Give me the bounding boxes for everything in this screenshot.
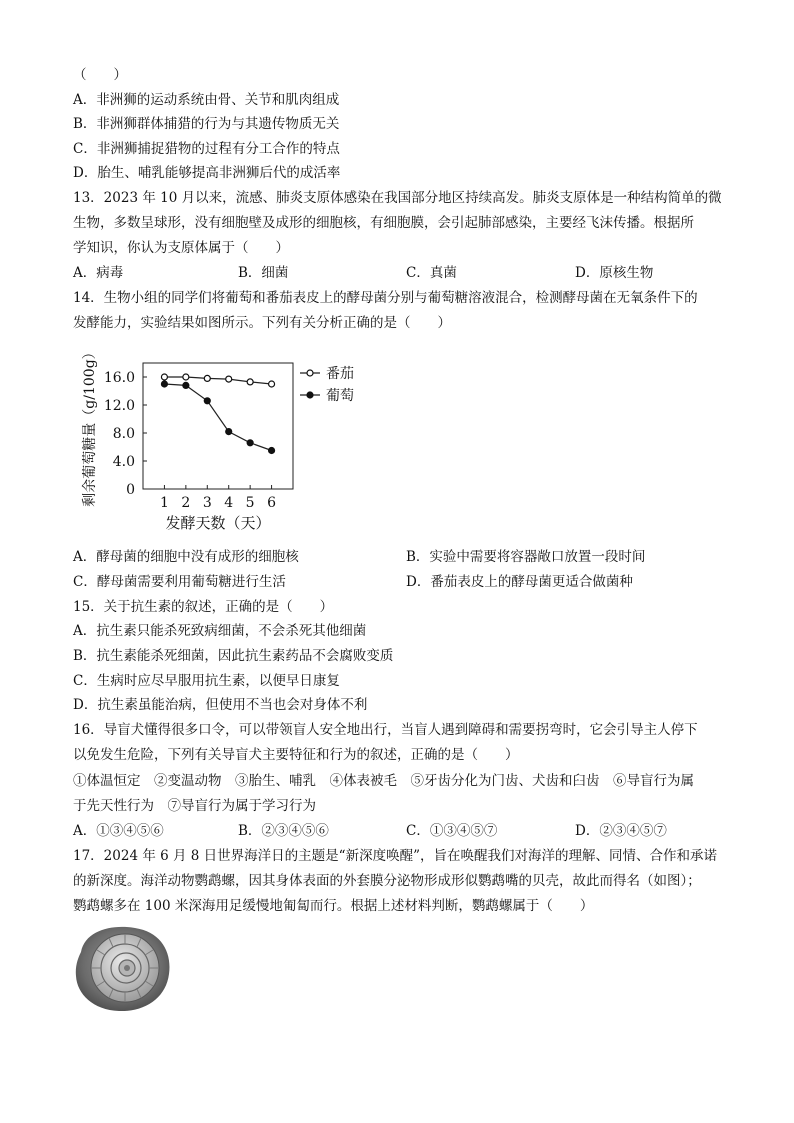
q17-stem-line1: 17．2024 年 6 月 8 日世界海洋日的主题是“新深度唤醒”，旨在唤醒我们对海洋的理解、同情、合作和承诺 xyxy=(73,848,717,864)
series-1-point xyxy=(161,374,167,380)
q13-stem-line2: 生物，多数呈球形，没有细胞壁及成形的细胞核，有细胞膜，会引起肺部感染，主要经飞沫传播。根据所 xyxy=(73,215,694,231)
nautilus-fossil-image xyxy=(73,922,173,1014)
q12-option-a: A．非洲狮的运动系统由骨、关节和肌肉组成 xyxy=(73,92,340,108)
x-tick-label: 5 xyxy=(245,495,255,511)
q14-option-a: A．酵母菌的细胞中没有成形的细胞核 xyxy=(73,549,299,565)
series-1-point xyxy=(269,381,275,387)
q13-option-d: D．原核生物 xyxy=(575,265,654,281)
x-tick-label: 1 xyxy=(159,495,169,511)
q16-option-c: C．①③④⑤⑦ xyxy=(406,823,498,839)
q16-stem-line1: 16．导盲犬懂得很多口令，可以带领盲人安全地出行，当盲人遇到障碍和需要拐弯时，它会引导主人停下 xyxy=(73,722,698,738)
q14-option-b: B．实验中需要将容器敞口放置一段时间 xyxy=(406,549,646,565)
q12-option-b: B．非洲狮群体捕猎的行为与其遗传物质无关 xyxy=(73,116,340,132)
x-tick-label: 4 xyxy=(224,495,234,511)
series-2-point xyxy=(226,429,232,435)
legend-label-2: 葡萄 xyxy=(326,388,354,404)
x-tick-label: 6 xyxy=(267,495,277,511)
series-2-point xyxy=(204,398,210,404)
legend-marker-2 xyxy=(307,392,313,398)
q15-stem: 15．关于抗生素的叙述，正确的是（ ） xyxy=(73,599,334,615)
series-1-point xyxy=(183,374,189,380)
series-line-2 xyxy=(164,384,271,451)
x-axis-label: 发酵天数（天） xyxy=(165,514,271,532)
fermentation-chart xyxy=(70,345,370,540)
q16-option-b: B．②③④⑤⑥ xyxy=(238,823,329,839)
q14-option-d: D．番茄表皮上的酵母菌更适合做菌种 xyxy=(406,574,633,590)
y-tick-label: 0 xyxy=(126,482,135,498)
q15-option-b: B．抗生素能杀死细菌，因此抗生素药品不会腐败变质 xyxy=(73,648,394,664)
q12-option-c: C．非洲狮捕捉猎物的过程有分工合作的特点 xyxy=(73,141,340,157)
series-2-point xyxy=(269,448,275,454)
series-line-1 xyxy=(164,377,271,384)
series-2-point xyxy=(183,382,189,388)
q16-option-d: D．②③④⑤⑦ xyxy=(575,823,667,839)
q12-paren: （ ） xyxy=(73,67,127,83)
legend-label-1: 番茄 xyxy=(326,366,354,382)
y-tick-label: 12.0 xyxy=(103,398,135,414)
q16-stem-line4: 于先天性行为 ⑦导盲行为属于学习行为 xyxy=(73,798,316,814)
q15-option-a: A．抗生素只能杀死致病细菌，不会杀死其他细菌 xyxy=(73,623,367,639)
y-tick-label: 8.0 xyxy=(112,426,135,442)
x-tick-label: 2 xyxy=(181,495,191,511)
q14-stem-line1: 14．生物小组的同学们将葡萄和番茄表皮上的酵母菌分别与葡萄糖溶液混合，检测酵母菌在无氧条件下的 xyxy=(73,290,698,306)
legend-marker-1 xyxy=(307,370,313,376)
q13-stem-line3: 学知识，你认为支原体属于（ ） xyxy=(73,240,289,256)
q14-stem-line2: 发酵能力，实验结果如图所示。下列有关分析正确的是（ ） xyxy=(73,315,451,331)
q15-option-c: C．生病时应尽早服用抗生素，以便早日康复 xyxy=(73,673,340,689)
q13-option-c: C．真菌 xyxy=(406,265,457,281)
q12-option-d: D．胎生、哺乳能够提高非洲狮后代的成活率 xyxy=(73,165,341,181)
y-tick-label: 4.0 xyxy=(112,454,135,470)
series-2-point xyxy=(247,440,253,446)
q17-stem-line3: 鹦鹉螺多在 100 米深海用足缓慢地匍匐而行。根据上述材料判断，鹦鹉螺属于（ ） xyxy=(73,898,594,914)
y-tick-label: 16.0 xyxy=(103,370,135,386)
q14-option-c: C．酵母菌需要利用葡萄糖进行生活 xyxy=(73,574,286,590)
q16-stem-line2: 以免发生危险，下列有关导盲犬主要特征和行为的叙述，正确的是（ ） xyxy=(73,747,519,763)
q13-option-a: A．病毒 xyxy=(73,265,124,281)
q13-option-b: B．细菌 xyxy=(238,265,289,281)
series-1-point xyxy=(247,379,253,385)
series-2-point xyxy=(161,381,167,387)
q16-option-a: A．①③④⑤⑥ xyxy=(73,823,164,839)
q16-stem-line3: ①体温恒定 ②变温动物 ③胎生、哺乳 ④体表被毛 ⑤牙齿分化为门齿、犬齿和臼齿 ⑥导盲行为属 xyxy=(73,773,694,789)
series-1-point xyxy=(204,375,210,381)
series-1-point xyxy=(226,376,232,382)
y-axis-label: 剩余葡萄糖量（g/100g） xyxy=(82,345,98,507)
x-tick-label: 3 xyxy=(202,495,212,511)
q15-option-d: D．抗生素虽能治病，但使用不当也会对身体不利 xyxy=(73,697,368,713)
q13-stem-line1: 13．2023 年 10 月以来，流感、肺炎支原体感染在我国部分地区持续高发。肺炎支原体是一种结构简单的微 xyxy=(73,190,722,206)
q17-stem-line2: 的新深度。海洋动物鹦鹉螺，因其身体表面的外套膜分泌物形成形似鹦鹉嘴的贝壳，故此而得名（如图）； xyxy=(73,873,701,889)
